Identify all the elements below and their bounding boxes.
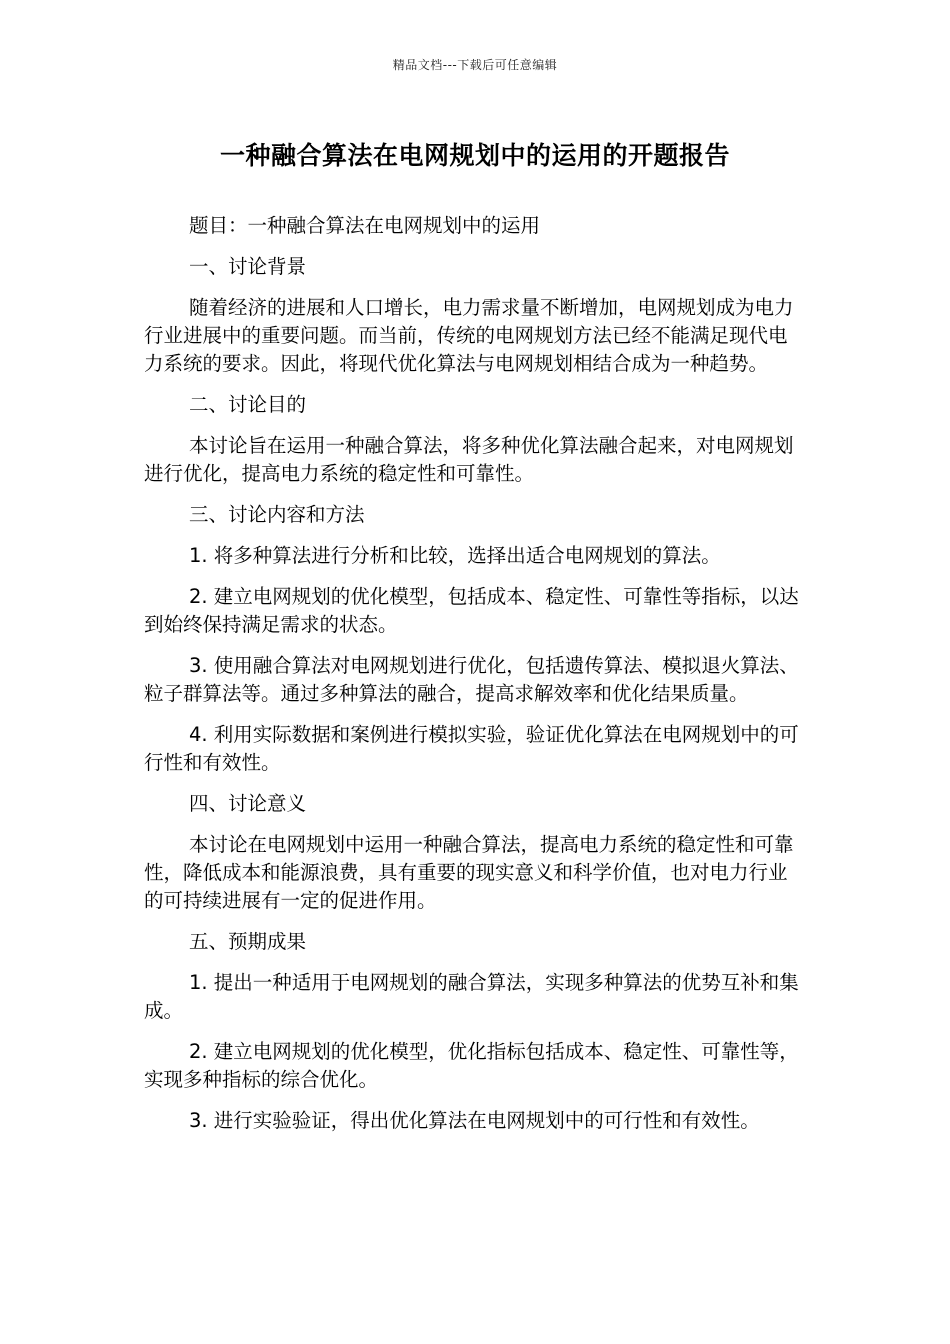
section-heading-purpose: 二、讨论目的: [189, 393, 307, 416]
list-item-method-2: 2. 建立电网规划的优化模型，包括成本、稳定性、可靠性等指标，以达到始终保持满足需求的状态。: [144, 585, 799, 636]
document-title: 一种融合算法在电网规划中的运用的开题报告: [219, 141, 730, 170]
list-item-method-3: 3. 使用融合算法对电网规划进行优化，包括遗传算法、模拟退火算法、粒子群算法等。通过多种算法的融合，提高求解效率和优化结果质量。: [144, 654, 799, 705]
section-heading-background: 一、讨论背景: [189, 255, 307, 278]
list-item-method-4: 4. 利用实际数据和案例进行模拟实验，验证优化算法在电网规划中的可行性和有效性。: [144, 723, 799, 774]
section-heading-content-method: 三、讨论内容和方法: [189, 503, 365, 526]
list-item-result-1: 1. 提出一种适用于电网规划的融合算法，实现多种算法的优势互补和集成。: [144, 971, 799, 1022]
paragraph-topic: 题目：一种融合算法在电网规划中的运用: [189, 214, 541, 237]
paragraph-significance: 本讨论在电网规划中运用一种融合算法，提高电力系统的稳定性和可靠性，降低成本和能源浪费，具有重要的现实意义和科学价值，也对电力行业的可持续进展有一定的促进作用。: [144, 833, 794, 912]
list-item-result-3: 3. 进行实验验证，得出优化算法在电网规划中的可行性和有效性。: [189, 1109, 760, 1132]
section-heading-significance: 四、讨论意义: [189, 792, 307, 815]
header-note: 精品文档---下载后可任意编辑: [392, 58, 558, 72]
paragraph-background: 随着经济的进展和人口增长，电力需求量不断增加，电网规划成为电力行业进展中的重要问题。而当前，传统的电网规划方法已经不能满足现代电力系统的要求。因此，将现代优化算法与电网规划相结合成为一种趋势。: [144, 296, 794, 375]
section-heading-expected-results: 五、预期成果: [189, 930, 307, 953]
document-body: [144, 212, 806, 1148]
list-item-result-2: 2. 建立电网规划的优化模型，优化指标包括成本、稳定性、可靠性等，实现多种指标的综合优化。: [144, 1040, 799, 1091]
list-item-method-1: 1. 将多种算法进行分析和比较，选择出适合电网规划的算法。: [189, 544, 721, 567]
paragraph-purpose: 本讨论旨在运用一种融合算法，将多种优化算法融合起来，对电网规划进行优化，提高电力系统的稳定性和可靠性。: [144, 434, 794, 485]
